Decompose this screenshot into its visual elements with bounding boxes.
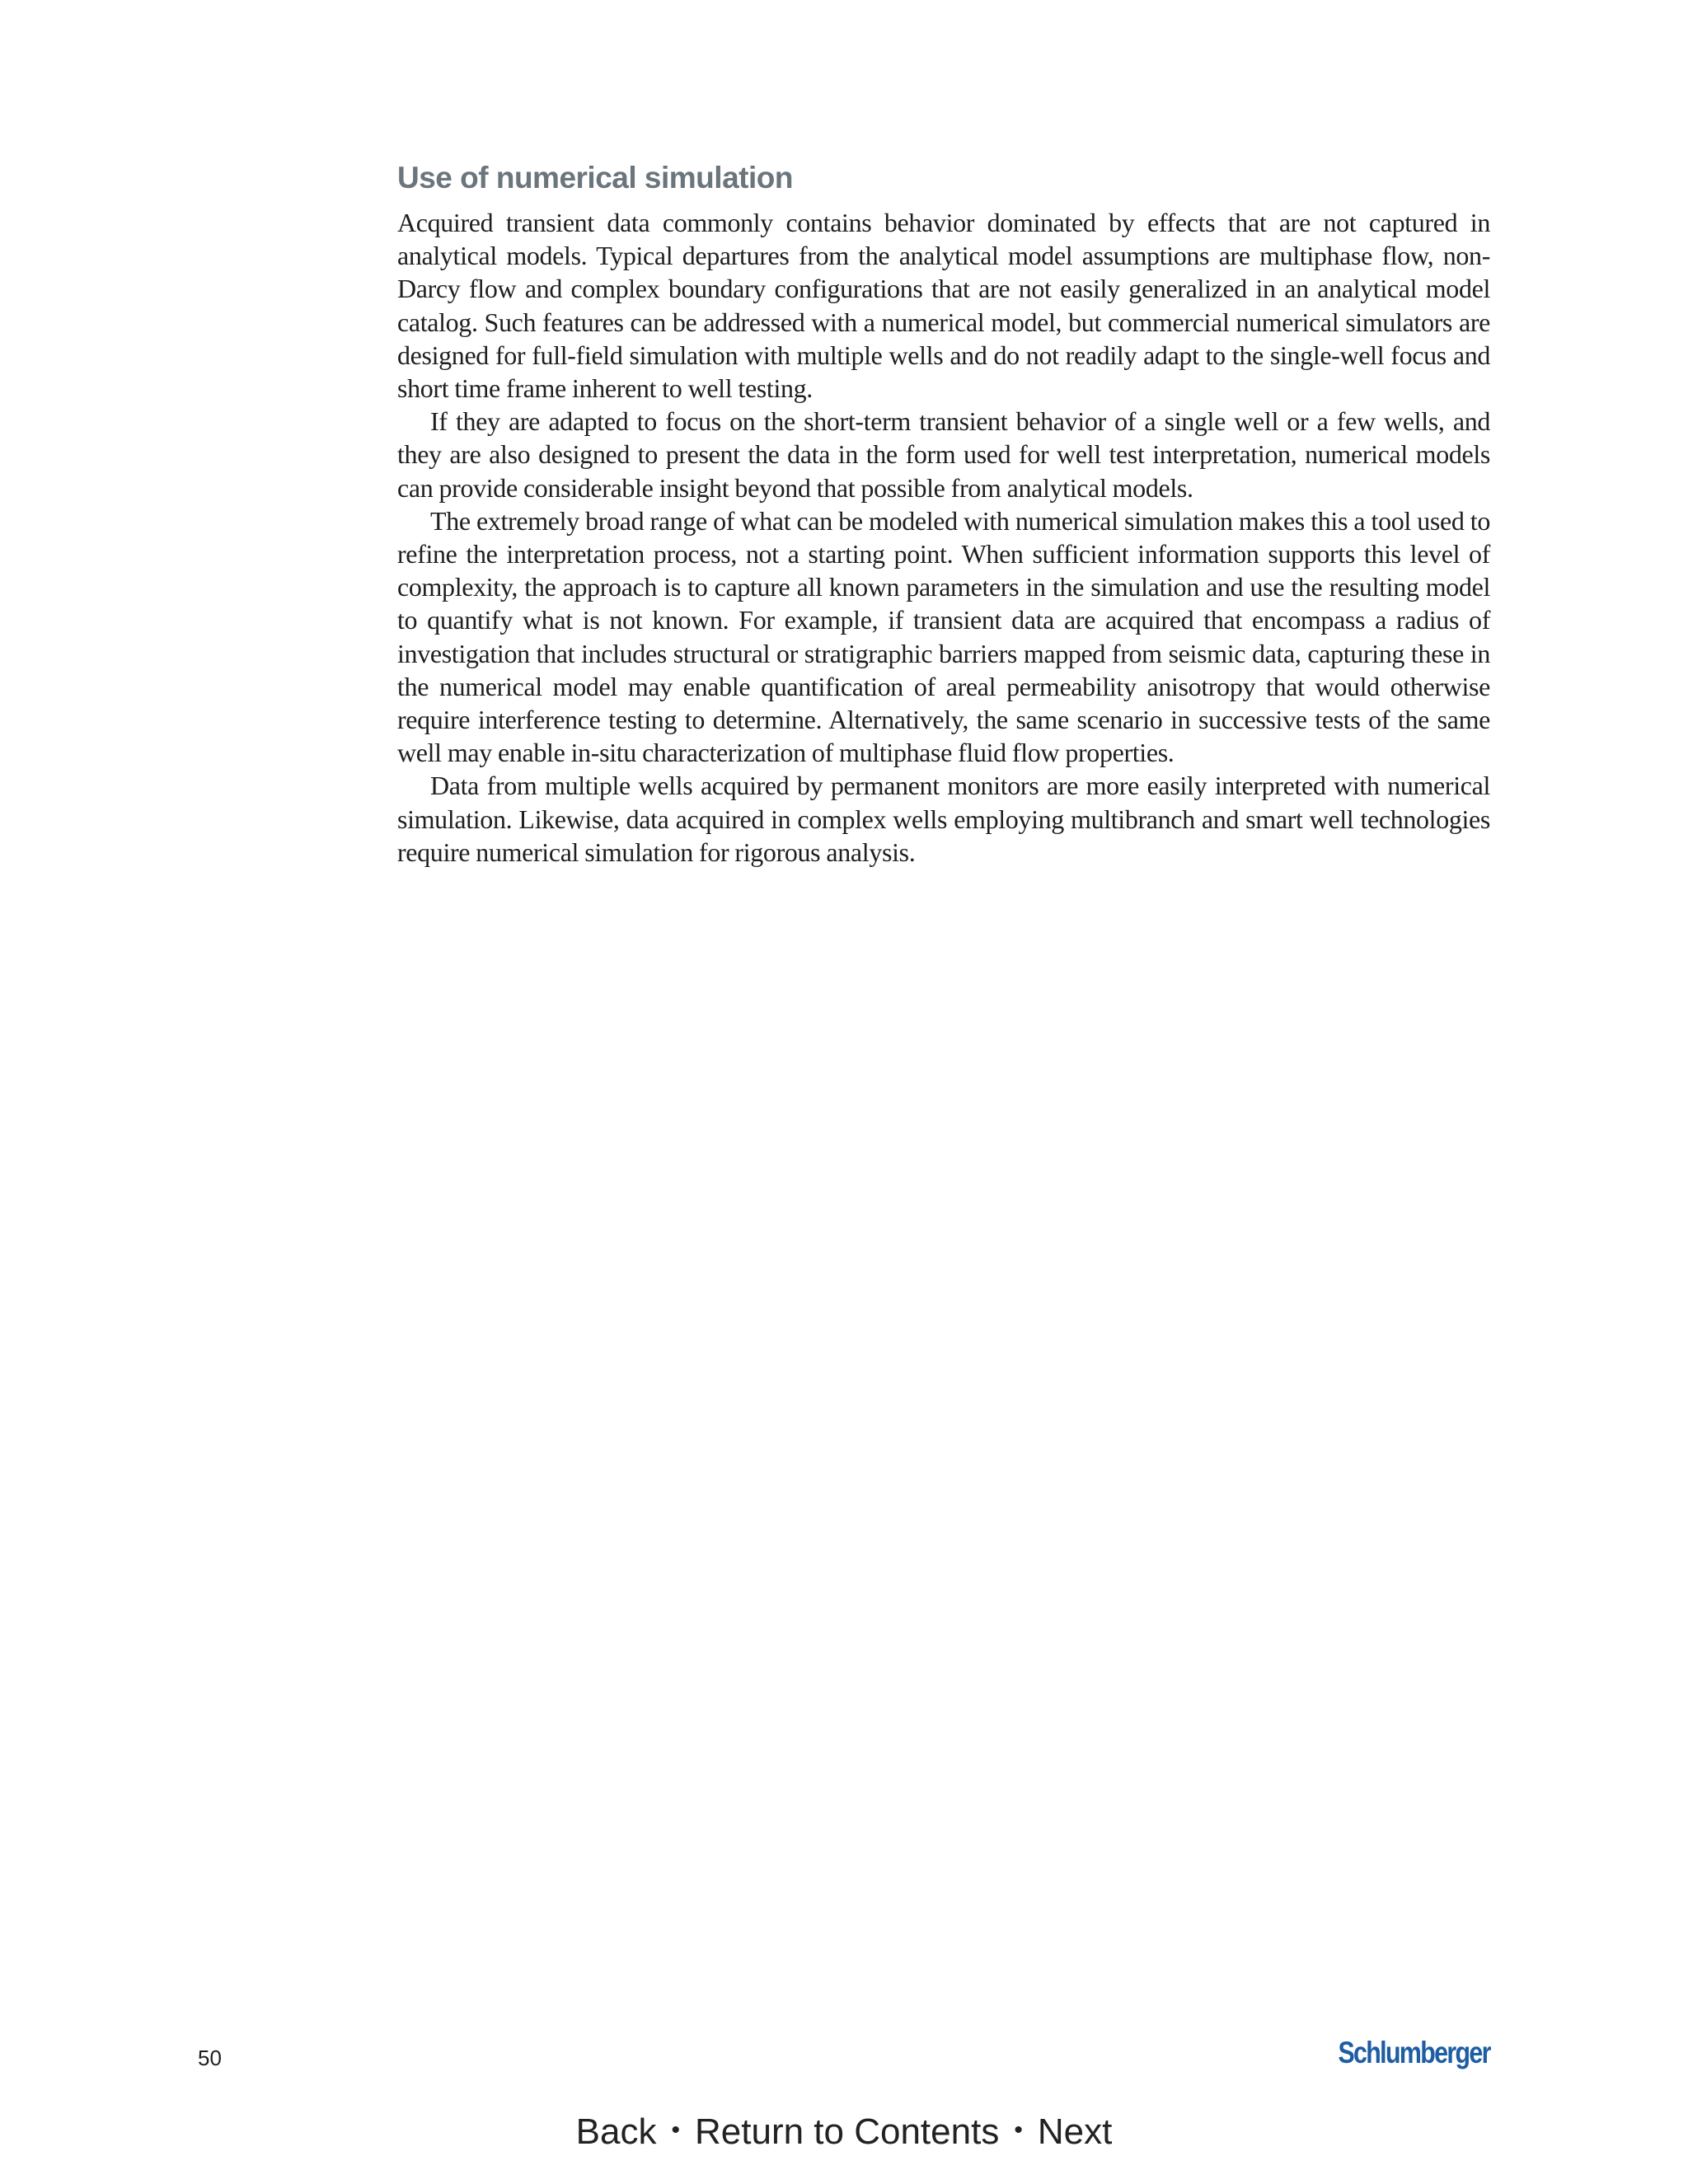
- paragraph-2: If they are adapted to focus on the short-term transient behavior of a single well or a few wells, and they are also designed to present the data in the form used for well test interpretation, numerical models can provide considerable insight beyond that possible from analytical models.: [397, 406, 1490, 503]
- schlumberger-logo: Schlumberger: [1338, 2036, 1490, 2069]
- navigation-bar: [0, 2111, 1688, 2153]
- page-content: [397, 157, 1490, 869]
- nav-separator: •: [671, 2116, 680, 2144]
- paragraph-4: Data from multiple wells acquired by permanent monitors are more easily interpreted with numerical simulation. Likewise, data acquired in complex wells employing multibranch and smart well technologies require numerical simulation for rigorous analysis.: [397, 771, 1490, 867]
- paragraph-1: Acquired transient data commonly contains behavior dominated by effects that are not captured in analytical models. Typical departures from the analytical model assumptions are multiphase flow, non-Darcy flow and complex boundary configurations that are not easily generalized in an analytical model catalog. Such features can be addressed with a numerical model, but commercial numerical simulators are designed for full-field simulation with multiple wells and do not readily adapt to the single-well focus and short time frame inherent to well testing.: [397, 208, 1490, 404]
- back-link[interactable]: Back: [575, 2111, 657, 2152]
- next-link[interactable]: Next: [1037, 2111, 1113, 2152]
- paragraph-3: The extremely broad range of what can be modeled with numerical simulation makes this a tool used to refine the interpretation process, not a starting point. When sufficient information supports this level of complexity, the approach is to capture all known parameters in the simulation and use the resulting model to quantify what is not known. For example, if transient data are acquired that encompass a radius of investigation that includes structural or stratigraphic barriers mapped from seismic data, capturing these in the numerical model may enable quantification of areal permeability anisotropy that would otherwise require interference testing to determine. Alternatively, the same scenario in successive tests of the same well may enable in-situ characterization of multiphase fluid flow properties.: [397, 505, 1490, 768]
- nav-separator: •: [1014, 2116, 1023, 2144]
- return-to-contents-link[interactable]: Return to Contents: [695, 2111, 1000, 2152]
- section-heading: Use of numerical simulation: [397, 161, 793, 194]
- page-number: 50: [198, 2046, 222, 2070]
